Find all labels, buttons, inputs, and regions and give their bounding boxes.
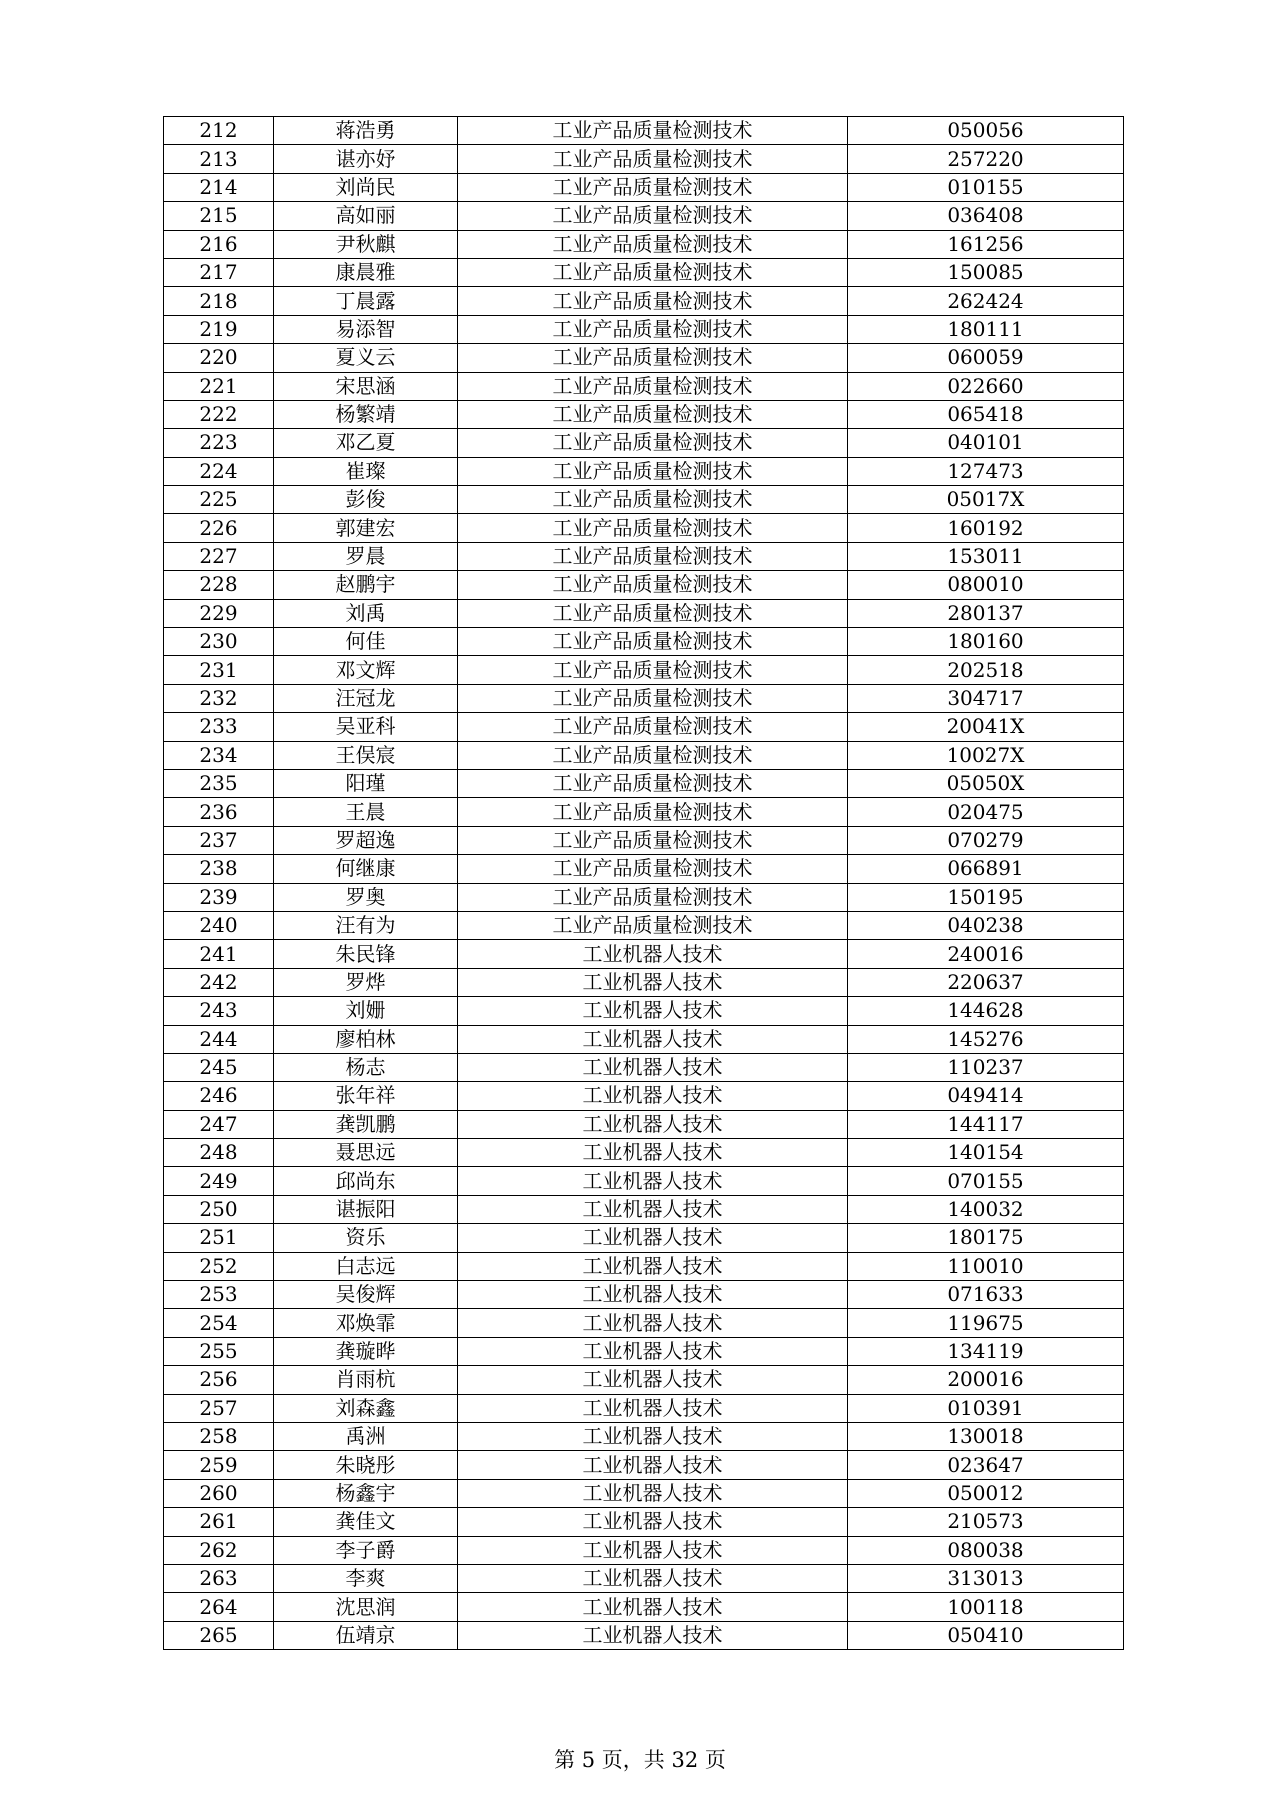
table-row (164, 1195, 1124, 1223)
table-row (164, 1337, 1124, 1365)
name-cell: 朱民锋 (274, 940, 458, 968)
id-suffix-cell: 100118 (848, 1593, 1124, 1621)
name-cell: 吴亚科 (274, 713, 458, 741)
id-suffix-cell: 119675 (848, 1309, 1124, 1337)
name-cell: 邱尚东 (274, 1167, 458, 1195)
row-number-cell: 254 (164, 1309, 274, 1337)
major-cell: 工业产品质量检测技术 (458, 202, 848, 230)
name-cell: 沈思润 (274, 1593, 458, 1621)
major-cell: 工业产品质量检测技术 (458, 571, 848, 599)
name-cell: 汪有为 (274, 911, 458, 939)
table-row (164, 1025, 1124, 1053)
page-footer: 第 5 页，共 32 页 (554, 1748, 726, 1772)
table-row (164, 1053, 1124, 1081)
row-number-cell: 264 (164, 1593, 274, 1621)
name-cell: 白志远 (274, 1252, 458, 1280)
table-row (164, 1366, 1124, 1394)
name-cell: 何佳 (274, 628, 458, 656)
major-cell: 工业产品质量检测技术 (458, 258, 848, 286)
major-cell: 工业机器人技术 (458, 1621, 848, 1649)
row-number-cell: 263 (164, 1564, 274, 1592)
row-number-cell: 224 (164, 457, 274, 485)
major-cell: 工业机器人技术 (458, 1195, 848, 1223)
major-cell: 工业机器人技术 (458, 1564, 848, 1592)
id-suffix-cell: 257220 (848, 145, 1124, 173)
id-suffix-cell: 010391 (848, 1394, 1124, 1422)
id-suffix-cell: 220637 (848, 968, 1124, 996)
table-row (164, 855, 1124, 883)
id-suffix-cell: 080038 (848, 1536, 1124, 1564)
id-suffix-cell: 160192 (848, 514, 1124, 542)
name-cell: 邓焕霏 (274, 1309, 458, 1337)
table-row (164, 1224, 1124, 1252)
id-suffix-cell: 110237 (848, 1053, 1124, 1081)
major-cell: 工业产品质量检测技术 (458, 514, 848, 542)
name-cell: 资乐 (274, 1224, 458, 1252)
row-number-cell: 213 (164, 145, 274, 173)
id-suffix-cell: 060059 (848, 344, 1124, 372)
id-suffix-cell: 304717 (848, 684, 1124, 712)
name-cell: 龚璇晔 (274, 1337, 458, 1365)
table-row (164, 940, 1124, 968)
id-suffix-cell: 023647 (848, 1451, 1124, 1479)
table-row (164, 173, 1124, 201)
id-suffix-cell: 20041X (848, 713, 1124, 741)
table-row (164, 344, 1124, 372)
id-suffix-cell: 210573 (848, 1508, 1124, 1536)
major-cell: 工业机器人技术 (458, 1025, 848, 1053)
name-cell: 杨志 (274, 1053, 458, 1081)
major-cell: 工业机器人技术 (458, 1451, 848, 1479)
name-cell: 蒋浩勇 (274, 117, 458, 145)
major-cell: 工业机器人技术 (458, 1593, 848, 1621)
major-cell: 工业机器人技术 (458, 1366, 848, 1394)
major-cell: 工业机器人技术 (458, 968, 848, 996)
name-cell: 禹洲 (274, 1422, 458, 1450)
table-row (164, 230, 1124, 258)
name-cell: 龚佳文 (274, 1508, 458, 1536)
id-suffix-cell: 080010 (848, 571, 1124, 599)
row-number-cell: 242 (164, 968, 274, 996)
id-suffix-cell: 180160 (848, 628, 1124, 656)
row-number-cell: 221 (164, 372, 274, 400)
row-number-cell: 262 (164, 1536, 274, 1564)
name-cell: 汪冠龙 (274, 684, 458, 712)
row-number-cell: 222 (164, 400, 274, 428)
major-cell: 工业产品质量检测技术 (458, 372, 848, 400)
row-number-cell: 226 (164, 514, 274, 542)
row-number-cell: 248 (164, 1139, 274, 1167)
major-cell: 工业产品质量检测技术 (458, 713, 848, 741)
name-cell: 邓乙夏 (274, 429, 458, 457)
major-cell: 工业机器人技术 (458, 1252, 848, 1280)
major-cell: 工业机器人技术 (458, 1536, 848, 1564)
table-row (164, 542, 1124, 570)
table-row (164, 400, 1124, 428)
major-cell: 工业产品质量检测技术 (458, 883, 848, 911)
table-row (164, 1110, 1124, 1138)
name-cell: 彭俊 (274, 486, 458, 514)
name-cell: 杨鑫宇 (274, 1479, 458, 1507)
row-number-cell: 238 (164, 855, 274, 883)
major-cell: 工业产品质量检测技术 (458, 486, 848, 514)
major-cell: 工业产品质量检测技术 (458, 855, 848, 883)
major-cell: 工业机器人技术 (458, 1422, 848, 1450)
table-row (164, 826, 1124, 854)
table-row (164, 1536, 1124, 1564)
roster-table-body (164, 117, 1124, 1650)
table-row (164, 1394, 1124, 1422)
row-number-cell: 219 (164, 315, 274, 343)
id-suffix-cell: 313013 (848, 1564, 1124, 1592)
table-row (164, 1139, 1124, 1167)
row-number-cell: 216 (164, 230, 274, 258)
id-suffix-cell: 022660 (848, 372, 1124, 400)
major-cell: 工业机器人技术 (458, 1309, 848, 1337)
row-number-cell: 256 (164, 1366, 274, 1394)
major-cell: 工业机器人技术 (458, 1508, 848, 1536)
name-cell: 谌亦妤 (274, 145, 458, 173)
id-suffix-cell: 050410 (848, 1621, 1124, 1649)
name-cell: 肖雨杭 (274, 1366, 458, 1394)
row-number-cell: 217 (164, 258, 274, 286)
name-cell: 罗晨 (274, 542, 458, 570)
name-cell: 杨繁靖 (274, 400, 458, 428)
row-number-cell: 241 (164, 940, 274, 968)
id-suffix-cell: 10027X (848, 741, 1124, 769)
id-suffix-cell: 066891 (848, 855, 1124, 883)
id-suffix-cell: 020475 (848, 798, 1124, 826)
id-suffix-cell: 050056 (848, 117, 1124, 145)
name-cell: 刘禹 (274, 599, 458, 627)
id-suffix-cell: 065418 (848, 400, 1124, 428)
major-cell: 工业机器人技术 (458, 1281, 848, 1309)
name-cell: 朱晓彤 (274, 1451, 458, 1479)
name-cell: 王俣宸 (274, 741, 458, 769)
name-cell: 宋思涵 (274, 372, 458, 400)
row-number-cell: 215 (164, 202, 274, 230)
id-suffix-cell: 127473 (848, 457, 1124, 485)
table-row (164, 911, 1124, 939)
name-cell: 阳瑾 (274, 769, 458, 797)
name-cell: 罗奥 (274, 883, 458, 911)
major-cell: 工业机器人技术 (458, 1394, 848, 1422)
table-row (164, 883, 1124, 911)
name-cell: 谌振阳 (274, 1195, 458, 1223)
major-cell: 工业产品质量检测技术 (458, 911, 848, 939)
row-number-cell: 234 (164, 741, 274, 769)
name-cell: 王晨 (274, 798, 458, 826)
id-suffix-cell: 05017X (848, 486, 1124, 514)
major-cell: 工业产品质量检测技术 (458, 315, 848, 343)
major-cell: 工业产品质量检测技术 (458, 457, 848, 485)
id-suffix-cell: 145276 (848, 1025, 1124, 1053)
table-row (164, 457, 1124, 485)
row-number-cell: 236 (164, 798, 274, 826)
id-suffix-cell: 161256 (848, 230, 1124, 258)
id-suffix-cell: 150195 (848, 883, 1124, 911)
row-number-cell: 237 (164, 826, 274, 854)
table-row (164, 258, 1124, 286)
major-cell: 工业机器人技术 (458, 1337, 848, 1365)
major-cell: 工业产品质量检测技术 (458, 344, 848, 372)
id-suffix-cell: 150085 (848, 258, 1124, 286)
id-suffix-cell: 010155 (848, 173, 1124, 201)
id-suffix-cell: 280137 (848, 599, 1124, 627)
table-row (164, 1508, 1124, 1536)
table-row (164, 656, 1124, 684)
table-row (164, 769, 1124, 797)
row-number-cell: 212 (164, 117, 274, 145)
name-cell: 邓文辉 (274, 656, 458, 684)
major-cell: 工业产品质量检测技术 (458, 287, 848, 315)
name-cell: 康晨雅 (274, 258, 458, 286)
name-cell: 刘尚民 (274, 173, 458, 201)
major-cell: 工业产品质量检测技术 (458, 656, 848, 684)
table-row (164, 1281, 1124, 1309)
name-cell: 龚凯鹏 (274, 1110, 458, 1138)
row-number-cell: 229 (164, 599, 274, 627)
row-number-cell: 265 (164, 1621, 274, 1649)
name-cell: 刘姗 (274, 997, 458, 1025)
id-suffix-cell: 134119 (848, 1337, 1124, 1365)
name-cell: 伍靖京 (274, 1621, 458, 1649)
row-number-cell: 251 (164, 1224, 274, 1252)
row-number-cell: 225 (164, 486, 274, 514)
name-cell: 李子爵 (274, 1536, 458, 1564)
name-cell: 何继康 (274, 855, 458, 883)
row-number-cell: 223 (164, 429, 274, 457)
row-number-cell: 261 (164, 1508, 274, 1536)
major-cell: 工业产品质量检测技术 (458, 230, 848, 258)
id-suffix-cell: 05050X (848, 769, 1124, 797)
row-number-cell: 260 (164, 1479, 274, 1507)
row-number-cell: 247 (164, 1110, 274, 1138)
name-cell: 吴俊辉 (274, 1281, 458, 1309)
name-cell: 罗烨 (274, 968, 458, 996)
major-cell: 工业机器人技术 (458, 997, 848, 1025)
major-cell: 工业机器人技术 (458, 1479, 848, 1507)
id-suffix-cell: 040101 (848, 429, 1124, 457)
row-number-cell: 249 (164, 1167, 274, 1195)
table-row (164, 968, 1124, 996)
table-row (164, 202, 1124, 230)
id-suffix-cell: 180111 (848, 315, 1124, 343)
name-cell: 刘森鑫 (274, 1394, 458, 1422)
name-cell: 罗超逸 (274, 826, 458, 854)
table-row (164, 372, 1124, 400)
id-suffix-cell: 240016 (848, 940, 1124, 968)
name-cell: 尹秋麒 (274, 230, 458, 258)
table-row (164, 1252, 1124, 1280)
major-cell: 工业机器人技术 (458, 1082, 848, 1110)
table-row (164, 798, 1124, 826)
table-row (164, 599, 1124, 627)
major-cell: 工业产品质量检测技术 (458, 400, 848, 428)
table-row (164, 1082, 1124, 1110)
row-number-cell: 214 (164, 173, 274, 201)
major-cell: 工业产品质量检测技术 (458, 684, 848, 712)
id-suffix-cell: 070155 (848, 1167, 1124, 1195)
row-number-cell: 233 (164, 713, 274, 741)
major-cell: 工业产品质量检测技术 (458, 429, 848, 457)
major-cell: 工业产品质量检测技术 (458, 145, 848, 173)
id-suffix-cell: 202518 (848, 656, 1124, 684)
name-cell: 张年祥 (274, 1082, 458, 1110)
row-number-cell: 244 (164, 1025, 274, 1053)
table-row (164, 315, 1124, 343)
id-suffix-cell: 110010 (848, 1252, 1124, 1280)
row-number-cell: 257 (164, 1394, 274, 1422)
name-cell: 廖柏林 (274, 1025, 458, 1053)
table-row (164, 741, 1124, 769)
table-row (164, 1422, 1124, 1450)
table-row (164, 429, 1124, 457)
table-row (164, 486, 1124, 514)
name-cell: 崔璨 (274, 457, 458, 485)
row-number-cell: 232 (164, 684, 274, 712)
major-cell: 工业产品质量检测技术 (458, 798, 848, 826)
major-cell: 工业机器人技术 (458, 940, 848, 968)
id-suffix-cell: 200016 (848, 1366, 1124, 1394)
row-number-cell: 255 (164, 1337, 274, 1365)
id-suffix-cell: 070279 (848, 826, 1124, 854)
table-row (164, 1593, 1124, 1621)
table-row (164, 1621, 1124, 1649)
major-cell: 工业产品质量检测技术 (458, 826, 848, 854)
table-row (164, 684, 1124, 712)
row-number-cell: 230 (164, 628, 274, 656)
row-number-cell: 227 (164, 542, 274, 570)
roster-table (163, 116, 1124, 1650)
id-suffix-cell: 140032 (848, 1195, 1124, 1223)
table-row (164, 628, 1124, 656)
row-number-cell: 231 (164, 656, 274, 684)
row-number-cell: 253 (164, 1281, 274, 1309)
table-row (164, 1564, 1124, 1592)
major-cell: 工业产品质量检测技术 (458, 173, 848, 201)
major-cell: 工业产品质量检测技术 (458, 628, 848, 656)
name-cell: 赵鹏宇 (274, 571, 458, 599)
table-row (164, 514, 1124, 542)
major-cell: 工业机器人技术 (458, 1167, 848, 1195)
id-suffix-cell: 036408 (848, 202, 1124, 230)
major-cell: 工业产品质量检测技术 (458, 769, 848, 797)
name-cell: 郭建宏 (274, 514, 458, 542)
major-cell: 工业产品质量检测技术 (458, 599, 848, 627)
id-suffix-cell: 144117 (848, 1110, 1124, 1138)
row-number-cell: 246 (164, 1082, 274, 1110)
row-number-cell: 245 (164, 1053, 274, 1081)
table-row (164, 287, 1124, 315)
major-cell: 工业产品质量检测技术 (458, 741, 848, 769)
table-row (164, 1167, 1124, 1195)
row-number-cell: 252 (164, 1252, 274, 1280)
major-cell: 工业产品质量检测技术 (458, 117, 848, 145)
major-cell: 工业机器人技术 (458, 1224, 848, 1252)
id-suffix-cell: 049414 (848, 1082, 1124, 1110)
row-number-cell: 235 (164, 769, 274, 797)
name-cell: 李爽 (274, 1564, 458, 1592)
id-suffix-cell: 180175 (848, 1224, 1124, 1252)
row-number-cell: 218 (164, 287, 274, 315)
id-suffix-cell: 040238 (848, 911, 1124, 939)
major-cell: 工业机器人技术 (458, 1053, 848, 1081)
id-suffix-cell: 071633 (848, 1281, 1124, 1309)
id-suffix-cell: 153011 (848, 542, 1124, 570)
name-cell: 夏义云 (274, 344, 458, 372)
id-suffix-cell: 144628 (848, 997, 1124, 1025)
table-row (164, 571, 1124, 599)
table-row (164, 713, 1124, 741)
name-cell: 丁晨露 (274, 287, 458, 315)
row-number-cell: 250 (164, 1195, 274, 1223)
major-cell: 工业机器人技术 (458, 1139, 848, 1167)
major-cell: 工业机器人技术 (458, 1110, 848, 1138)
id-suffix-cell: 262424 (848, 287, 1124, 315)
id-suffix-cell: 130018 (848, 1422, 1124, 1450)
id-suffix-cell: 050012 (848, 1479, 1124, 1507)
row-number-cell: 220 (164, 344, 274, 372)
table-row (164, 117, 1124, 145)
id-suffix-cell: 140154 (848, 1139, 1124, 1167)
row-number-cell: 243 (164, 997, 274, 1025)
table-row (164, 1479, 1124, 1507)
name-cell: 易添智 (274, 315, 458, 343)
name-cell: 聂思远 (274, 1139, 458, 1167)
name-cell: 高如丽 (274, 202, 458, 230)
table-row (164, 145, 1124, 173)
major-cell: 工业产品质量检测技术 (458, 542, 848, 570)
row-number-cell: 258 (164, 1422, 274, 1450)
row-number-cell: 259 (164, 1451, 274, 1479)
row-number-cell: 239 (164, 883, 274, 911)
table-row (164, 1309, 1124, 1337)
table-row (164, 997, 1124, 1025)
row-number-cell: 228 (164, 571, 274, 599)
row-number-cell: 240 (164, 911, 274, 939)
table-row (164, 1451, 1124, 1479)
